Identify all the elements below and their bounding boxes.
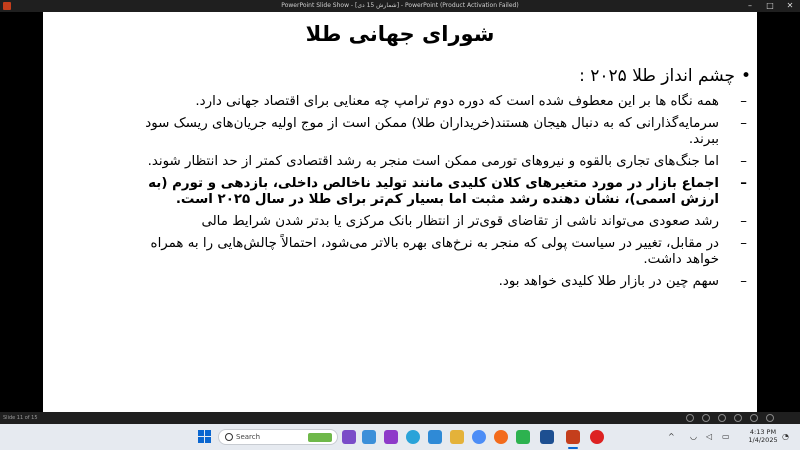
slide-heading-text: چشم انداز طلا ۲۰۲۵ : bbox=[579, 66, 735, 86]
app-icon-purple[interactable] bbox=[384, 430, 398, 444]
bullet-text: همه نگاه ها بر این معطوف شده است که دوره دوم ترامپ چه معنایی برای اقتصاد جهانی دارد. bbox=[195, 94, 719, 109]
app-icon-green[interactable] bbox=[516, 430, 530, 444]
bullet-item bbox=[129, 94, 747, 110]
taskbar bbox=[0, 424, 800, 450]
search-highlight-icon bbox=[308, 433, 332, 442]
app-icon-red[interactable] bbox=[590, 430, 604, 444]
dash-icon: – bbox=[740, 274, 747, 289]
slide-canvas[interactable] bbox=[43, 12, 757, 412]
notification-icon[interactable]: ◔ bbox=[782, 432, 789, 441]
more-options-icon[interactable] bbox=[766, 414, 774, 422]
wifi-icon[interactable]: ◡ bbox=[690, 432, 697, 441]
task-view-icon[interactable] bbox=[362, 430, 376, 444]
next-slide-icon[interactable] bbox=[702, 414, 710, 422]
powerpoint-taskbar-icon[interactable] bbox=[566, 430, 580, 444]
slide-counter: Slide 11 of 15 bbox=[3, 415, 38, 421]
chrome-icon[interactable] bbox=[472, 430, 486, 444]
telegram-icon[interactable] bbox=[406, 430, 420, 444]
firefox-icon[interactable] bbox=[494, 430, 508, 444]
clock-time: 4:13 PM bbox=[749, 428, 777, 436]
dash-icon: – bbox=[740, 176, 747, 191]
clock-date: 1/4/2025 bbox=[748, 436, 778, 444]
dash-icon: – bbox=[740, 236, 747, 251]
dash-icon: – bbox=[740, 154, 747, 169]
maximize-icon[interactable]: □ bbox=[766, 1, 774, 10]
all-slides-icon[interactable] bbox=[750, 414, 758, 422]
previous-slide-icon[interactable] bbox=[686, 414, 694, 422]
windows-start-icon[interactable] bbox=[198, 430, 211, 443]
window-titlebar bbox=[0, 0, 800, 12]
slide-heading bbox=[579, 66, 751, 86]
window-title: PowerPoint Slide Show - [شمارش 15 دی] - PowerPoint (Product Activation Failed) bbox=[281, 2, 519, 9]
bullet-text: رشد صعودی می‌تواند ناشی از تقاضای قوی‌تر از انتظار بانک مرکزی یا بدتر شدن شرایط مالی bbox=[201, 214, 719, 229]
edge-icon[interactable] bbox=[428, 430, 442, 444]
copilot-icon[interactable] bbox=[342, 430, 356, 444]
app-icon-blue[interactable] bbox=[540, 430, 554, 444]
slide-title: شورای جهانی طلا bbox=[305, 22, 495, 46]
taskbar-search[interactable] bbox=[218, 429, 338, 445]
bullet-text: اما جنگ‌های تجاری بالقوه و نیروهای تورمی ممکن است منجر به رشد اقتصادی کمتر از حد انتظار شوند. bbox=[147, 154, 719, 169]
taskbar-clock[interactable] bbox=[748, 428, 778, 444]
bullet-list bbox=[129, 94, 747, 296]
bullet-item bbox=[129, 236, 747, 268]
dash-icon: – bbox=[740, 214, 747, 229]
volume-icon[interactable]: ◁ bbox=[706, 432, 713, 441]
slideshow-statusbar bbox=[0, 412, 800, 424]
dash-icon: – bbox=[740, 94, 747, 109]
active-app-indicator bbox=[568, 447, 578, 449]
pen-icon[interactable] bbox=[718, 414, 726, 422]
bullet-text: در مقابل، تغییر در سیاست پولی که منجر به نرخ‌های بهره بالاتر می‌شود، احتمالاً چالش‌هایی را به همراه خواهد داشت. bbox=[150, 236, 719, 267]
search-label: Search bbox=[236, 433, 261, 441]
dash-icon: – bbox=[740, 116, 747, 131]
tray-chevron-icon[interactable]: ^ bbox=[668, 432, 675, 441]
bullet-text: اجماع بازار در مورد متغیرهای کلان کلیدی مانند تولید ناخالص داخلی، بازدهی و تورم (به ارزش اسمی)، نشان دهنده رشد مثبت اما بسیار کم‌تر برای طلا در سال ۲۰۲۵ است. bbox=[148, 176, 719, 207]
battery-icon[interactable]: ▭ bbox=[722, 432, 730, 441]
bullet-item bbox=[129, 154, 747, 170]
bullet-item bbox=[129, 116, 747, 148]
close-icon[interactable]: ✕ bbox=[786, 1, 794, 10]
bullet-text: سهم چین در بازار طلا کلیدی خواهد بود. bbox=[498, 274, 719, 289]
bullet-item bbox=[129, 176, 747, 208]
bullet-dot-icon: • bbox=[740, 66, 751, 86]
bullet-item bbox=[129, 274, 747, 290]
search-icon bbox=[225, 433, 233, 441]
file-explorer-icon[interactable] bbox=[450, 430, 464, 444]
bullet-text: سرمایه‌گذارانی که به دنبال هیجان هستند(خریداران طلا) ممکن است از موج اولیه جریان‌های ریسک سود ببرند. bbox=[145, 116, 719, 147]
bullet-item bbox=[129, 214, 747, 230]
zoom-icon[interactable] bbox=[734, 414, 742, 422]
minimize-icon[interactable]: – bbox=[748, 1, 752, 10]
